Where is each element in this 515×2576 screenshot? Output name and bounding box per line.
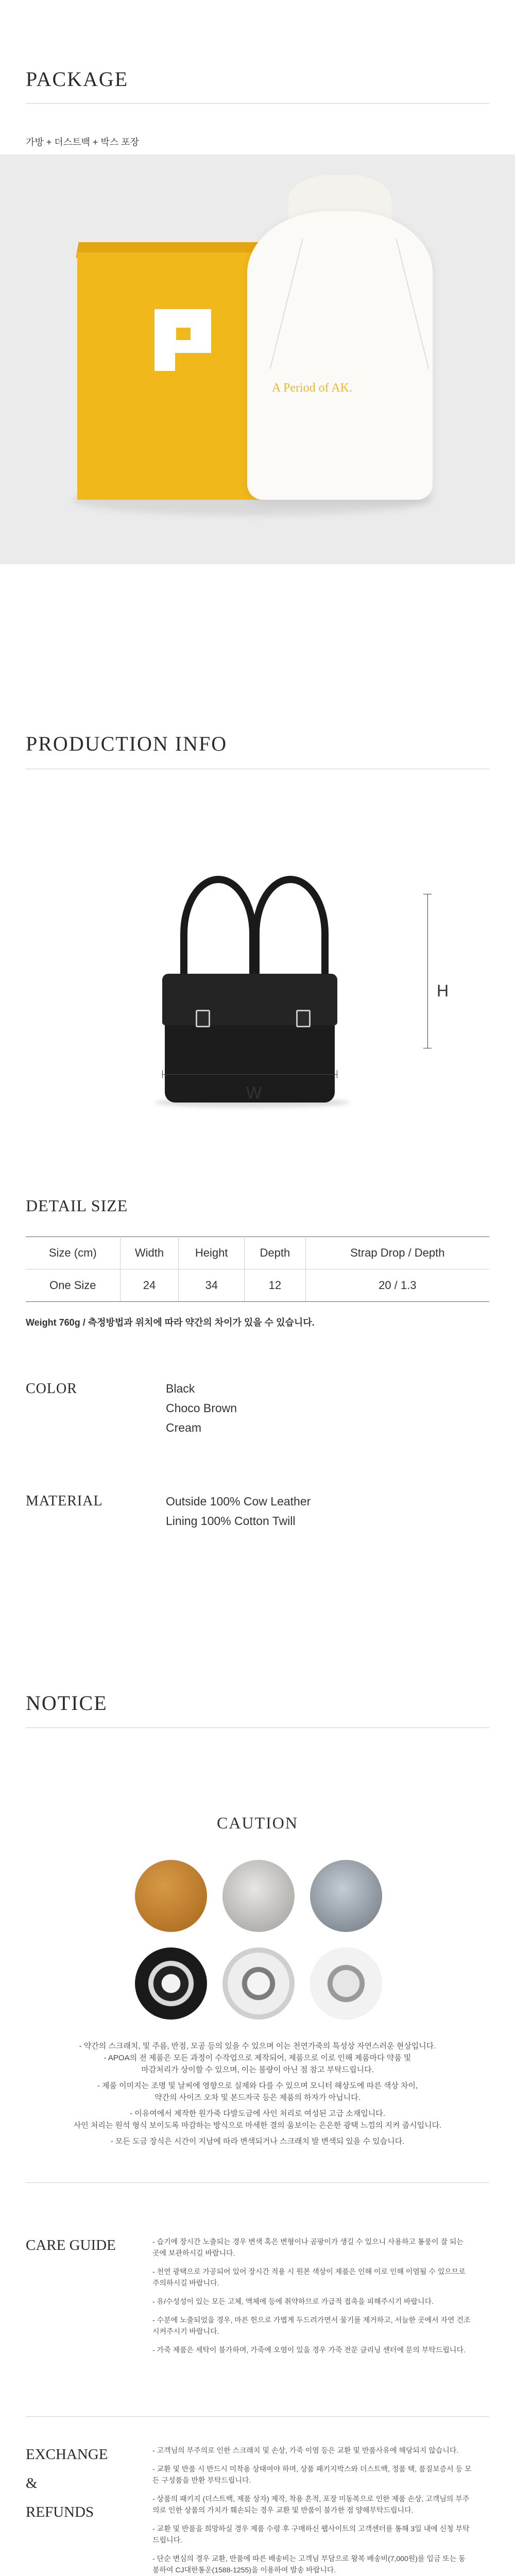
caution-title: CAUTION xyxy=(217,1814,298,1832)
notice-divider xyxy=(26,1727,489,1728)
material-value: Outside 100% Cow Leather xyxy=(166,1495,311,1508)
ring-hardware-swatch xyxy=(310,1947,382,2020)
care-guide-item: - 천연 광택으로 가공되어 있어 장시간 적용 시 원본 색상이 제품은 인해 이로 인해 이염될 수 있으므로 주의하시길 바랍니다. xyxy=(152,2267,466,2287)
exchange-item: - 상품의 패키지 (더스트백, 제품 상자) 제작, 착용 흔적, 포장 미동복으로 인한 제품 손상, 고객님의 부주의로 인한 상품의 가치가 훼손되는 경우 교환 및 반품이 불가한 점 양해부탁드립니다. xyxy=(152,2495,470,2514)
caution-divider xyxy=(26,2182,489,2183)
material-label: MATERIAL xyxy=(26,1493,103,1509)
exchange-item: - 교환 및 반품 시 반드시 미착용 상태여야 하며, 상품 패키지박스와 더스트백, 정품 택, 품질보증서 등 모든 구성품을 반환 부탁드립니다. xyxy=(152,2465,472,2484)
table-cell: 34 xyxy=(179,1269,245,1302)
color-values xyxy=(166,1379,237,1437)
care-guide-item: - 유/수성성이 있는 모든 고체, 액체에 등에 취약하므로 가급적 접촉을 피해주시기 바랍니다. xyxy=(152,2297,434,2306)
table-cell: 20 / 1.3 xyxy=(305,1269,489,1302)
color-value: Black xyxy=(166,1382,195,1395)
production-title: PRODUCTION INFO xyxy=(26,732,228,755)
size-table-header xyxy=(26,1237,489,1269)
exchange-text xyxy=(152,2445,472,2576)
caution-line: 마감처리가 상이할 수 있으며, 이는 불량이 아닌 점 참고 부탁드립니다. xyxy=(141,2065,374,2074)
caution-line: - 제품 이미지는 조명 및 날씨에 영향으로 실제와 다를 수 있으며 모니터 해상도에 따른 색상 차이, xyxy=(97,2081,418,2090)
exchange-item: - 교환 및 반품을 희망하실 경우 제품 수령 후 구매하신 웹사이트의 고객센터를 통해 3일 내에 신청 부탁드립니다. xyxy=(152,2524,470,2544)
leather-crease-swatch xyxy=(222,1860,295,1932)
table-cell: 24 xyxy=(120,1269,179,1302)
care-guide-item: - 습기에 장시간 노출되는 경우 변색 혹은 변형이나 곰팡이가 생길 수 있으니 사용하고 통풍이 잘 되는 곳에 보관하시길 바랍니다. xyxy=(152,2238,464,2257)
width-label: W xyxy=(246,1083,262,1102)
size-table xyxy=(26,1236,489,1302)
pebbled-leather-swatch xyxy=(310,1860,382,1932)
dust-bag-print: A Period of AK. xyxy=(272,381,352,395)
caution-line: - 이유여에서 제작한 원가죽 다발도금에 사인 처리로 여성된 고급 소재입니다. xyxy=(130,2109,385,2118)
width-dimension-line xyxy=(162,1074,337,1075)
table-cell: One Size xyxy=(26,1269,120,1302)
caution-notes xyxy=(0,2040,515,2147)
package-title: PACKAGE xyxy=(26,67,129,91)
bag-buckle-left xyxy=(196,1010,210,1027)
buckle-hardware-swatch xyxy=(222,1947,295,2020)
exchange-label-text: EXCHANGE & REFUNDS xyxy=(26,2446,108,2520)
caution-line: - 모든 도금 장식은 시간이 지남에 따라 변색되거나 스크래치 발 변색되 있을 수 있습니다. xyxy=(110,2137,405,2146)
caution-line: 약간의 사이즈 오차 및 본드자국 등은 제품의 하자가 아닙니다. xyxy=(154,2093,360,2102)
header-cell: Height xyxy=(179,1237,245,1269)
header-cell: Size (cm) xyxy=(26,1237,120,1269)
table-row xyxy=(26,1269,489,1302)
package-divider xyxy=(26,103,489,104)
bag-flap xyxy=(162,974,337,1025)
material-values xyxy=(166,1492,311,1531)
detail-size-title: DETAIL SIZE xyxy=(26,1196,128,1215)
package-subtitle: 가방 + 더스트백 + 박스 포장 xyxy=(26,137,139,147)
header-cell: Width xyxy=(120,1237,179,1269)
package-photo xyxy=(0,155,515,564)
caution-line: - APOA의 전 제품은 모든 과정이 수작업으로 제작되어, 제품으로 이로 인해 제품마다 약품 및 xyxy=(104,2054,411,2062)
color-label: COLOR xyxy=(26,1381,77,1397)
care-guide-label: CARE GUIDE xyxy=(26,2237,116,2253)
exchange-item: - 고객님의 부주의로 인한 스크래치 및 손상, 가죽 이염 등은 교환 및 반품사유에 해당되지 않습니다. xyxy=(152,2446,459,2454)
dust-bag xyxy=(247,211,433,500)
exchange-label xyxy=(26,2440,139,2527)
material-value: Lining 100% Cotton Twill xyxy=(166,1514,296,1528)
care-guide-item: - 수분에 노출되었을 경우, 마른 헌으로 가볍게 두드려가면서 물기를 제거하고, 서늘한 곳에서 자연 건조 시켜주시기 바랍니다. xyxy=(152,2316,471,2335)
product-image xyxy=(134,855,391,1144)
color-value: Cream xyxy=(166,1421,202,1434)
exchange-item: - 단순 변심의 경우 교환, 반품에 따른 배송비는 고객님 부담으로 왕복 배송비(7,000원)를 입금 또는 동봉하여 CJ대한통운(1588-1255)을 이용하여 발송 바랍니다. xyxy=(152,2554,466,2574)
caution-line: - 약간의 스크래치, 및 주름, 반점, 모공 등의 있을 수 있으며 이는 천연가죽의 특성상 자연스러운 현상입니다. xyxy=(79,2042,436,2050)
weight-note: Weight 760g / 측정방법과 위치에 따라 약간의 차이가 있을 수 있습니다. xyxy=(26,1317,315,1328)
notice-title: NOTICE xyxy=(26,1691,108,1715)
header-cell: Strap Drop / Depth xyxy=(305,1237,489,1269)
care-guide-text xyxy=(152,2236,472,2363)
table-cell: 12 xyxy=(245,1269,305,1302)
brand-logo-icon xyxy=(154,309,211,371)
height-label: H xyxy=(437,981,449,1000)
care-guide-item: - 가죽 제품은 세탁이 불가하며, 가죽에 오염이 있을 경우 가죽 전문 클리닝 센터에 문의 부탁드립니다. xyxy=(152,2346,466,2354)
width-dimension-cap-left xyxy=(162,1070,163,1078)
bag-buckle-right xyxy=(296,1010,311,1027)
natural-leather-swatch xyxy=(135,1860,207,1932)
care-guide-divider xyxy=(26,2416,489,2417)
color-value: Choco Brown xyxy=(166,1401,237,1415)
metal-snap-swatch xyxy=(135,1947,207,2020)
height-dimension-line xyxy=(427,894,428,1048)
caution-line: 사인 처리는 원석 형식 보이도록 마감하는 방식으로 마세한 결의 움보이는 은은한 광택 느낌의 지켜 줍시입니다. xyxy=(73,2121,442,2130)
header-cell: Depth xyxy=(245,1237,305,1269)
